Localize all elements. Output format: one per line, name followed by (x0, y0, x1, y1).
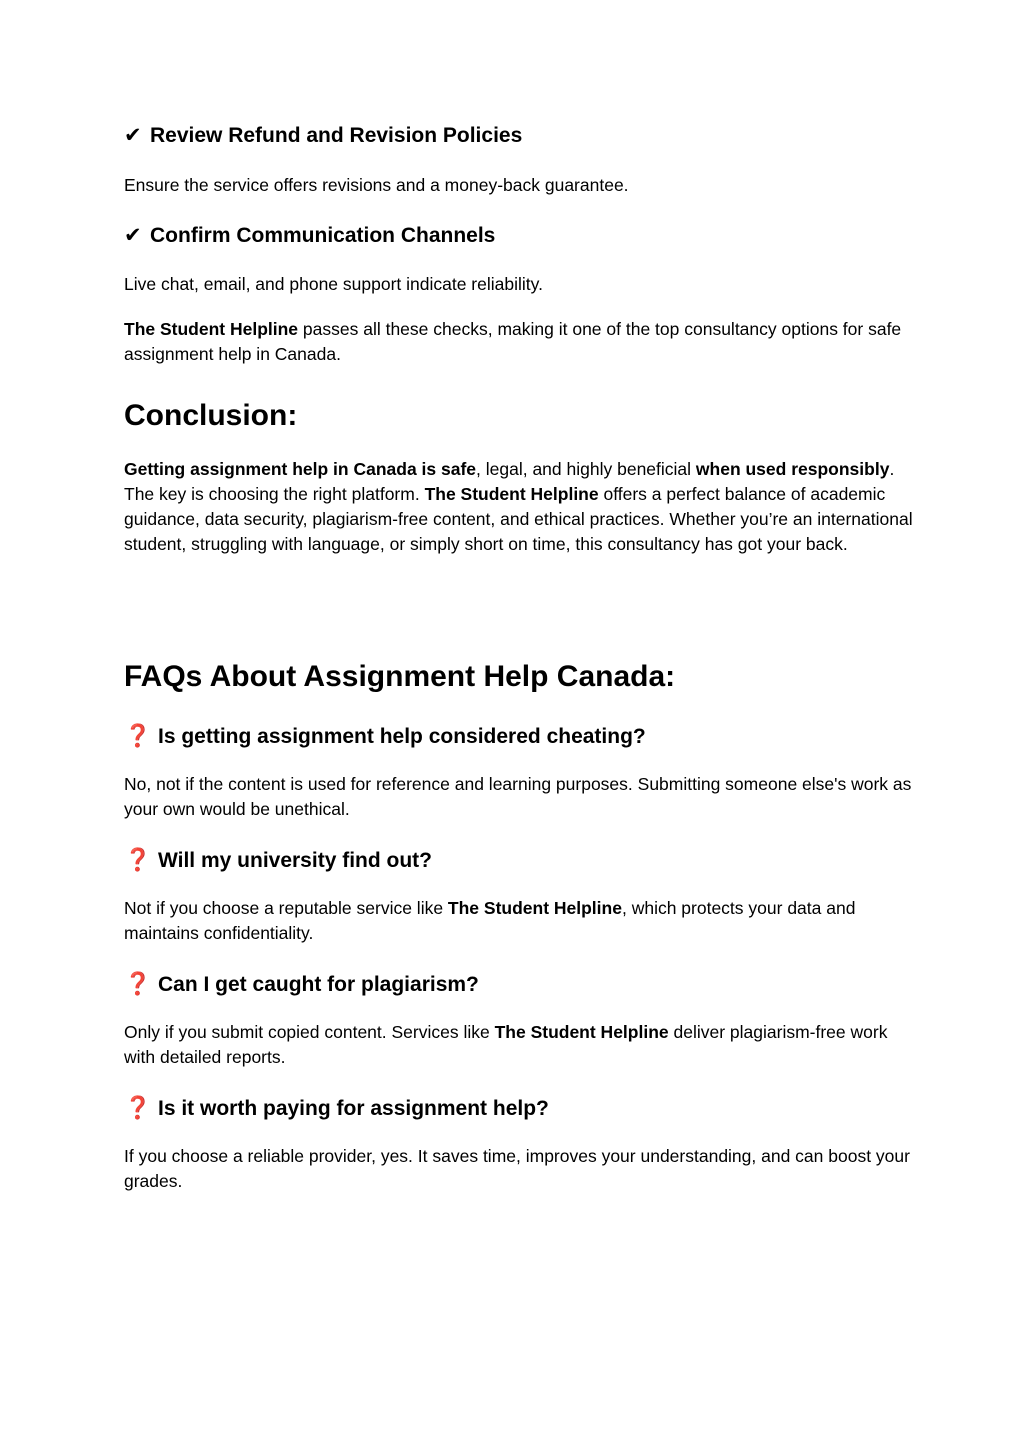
question-mark-icon: ❓ (124, 847, 152, 872)
faq-question-text: Can I get caught for plagiarism? (158, 973, 479, 996)
question-mark-icon: ❓ (124, 971, 152, 996)
faq-answer-text: No, not if the content is used for reference and learning purposes. Submitting someone else's work as your own would be unethical. (124, 774, 912, 819)
summary-text: passes all these checks, making it one of the top consultancy options for safe assignment help in Canada. (124, 319, 902, 364)
brand-name: The Student Helpline (124, 319, 299, 339)
conclusion-text: , legal, and highly beneficial (476, 459, 696, 479)
faq-question (124, 847, 914, 874)
faq-answer-text: If you choose a reliable provider, yes. It saves time, improves your understanding, and can boost your grades. (124, 1146, 910, 1191)
faq-question (124, 971, 914, 998)
conclusion-heading: Conclusion: (124, 399, 298, 432)
faq-answer (124, 1020, 914, 1070)
brand-name: The Student Helpline (494, 1022, 669, 1042)
faq-question-text: Is it worth paying for assignment help? (158, 1097, 549, 1120)
faq-question (124, 723, 914, 750)
faq-question-text: Is getting assignment help considered cheating? (158, 725, 646, 748)
checkmark-icon: ✔ (124, 124, 142, 147)
brand-name: The Student Helpline (424, 484, 599, 504)
question-mark-icon: ❓ (124, 723, 152, 748)
faq-answer-text: , which protects your data and maintains confidentiality. (124, 898, 856, 943)
check-heading-text: Review Refund and Revision Policies (150, 124, 523, 147)
faq-question (124, 1095, 914, 1122)
faq-answer (124, 772, 914, 822)
faq-heading: FAQs About Assignment Help Canada: (124, 660, 676, 693)
faq-answer-text: deliver plagiarism-free work with detailed reports. (124, 1022, 888, 1067)
faq-answer (124, 1144, 914, 1194)
check-description-communication: Live chat, email, and phone support indicate reliability. (124, 274, 543, 294)
check-heading-text: Confirm Communication Channels (150, 224, 496, 247)
faq-answer-text: Only if you submit copied content. Services like (124, 1022, 495, 1042)
check-heading-refund (124, 123, 914, 149)
brand-name: The Student Helpline (447, 898, 622, 918)
check-heading-communication (124, 223, 914, 249)
conclusion-bold-safe: Getting assignment help in Canada is safe (124, 459, 477, 479)
conclusion-bold-responsibly: when used responsibly (695, 459, 890, 479)
checkmark-icon: ✔ (124, 224, 142, 247)
conclusion-text: . The key is choosing the right platform. (124, 459, 895, 504)
question-mark-icon: ❓ (124, 1095, 152, 1120)
conclusion-paragraph (124, 457, 914, 557)
conclusion-text: offers a perfect balance of academic guidance, data security, plagiarism-free content, and ethical practices. Whether you’re an international student, struggling with language, or simply short on time, this consultancy has got your back. (124, 484, 913, 554)
faq-answer-text: Not if you choose a reputable service like (124, 898, 448, 918)
faq-question-text: Will my university find out? (158, 849, 432, 872)
faq-answer (124, 896, 914, 946)
check-description-refund: Ensure the service offers revisions and a money-back guarantee. (124, 175, 629, 195)
summary-paragraph (124, 317, 914, 367)
